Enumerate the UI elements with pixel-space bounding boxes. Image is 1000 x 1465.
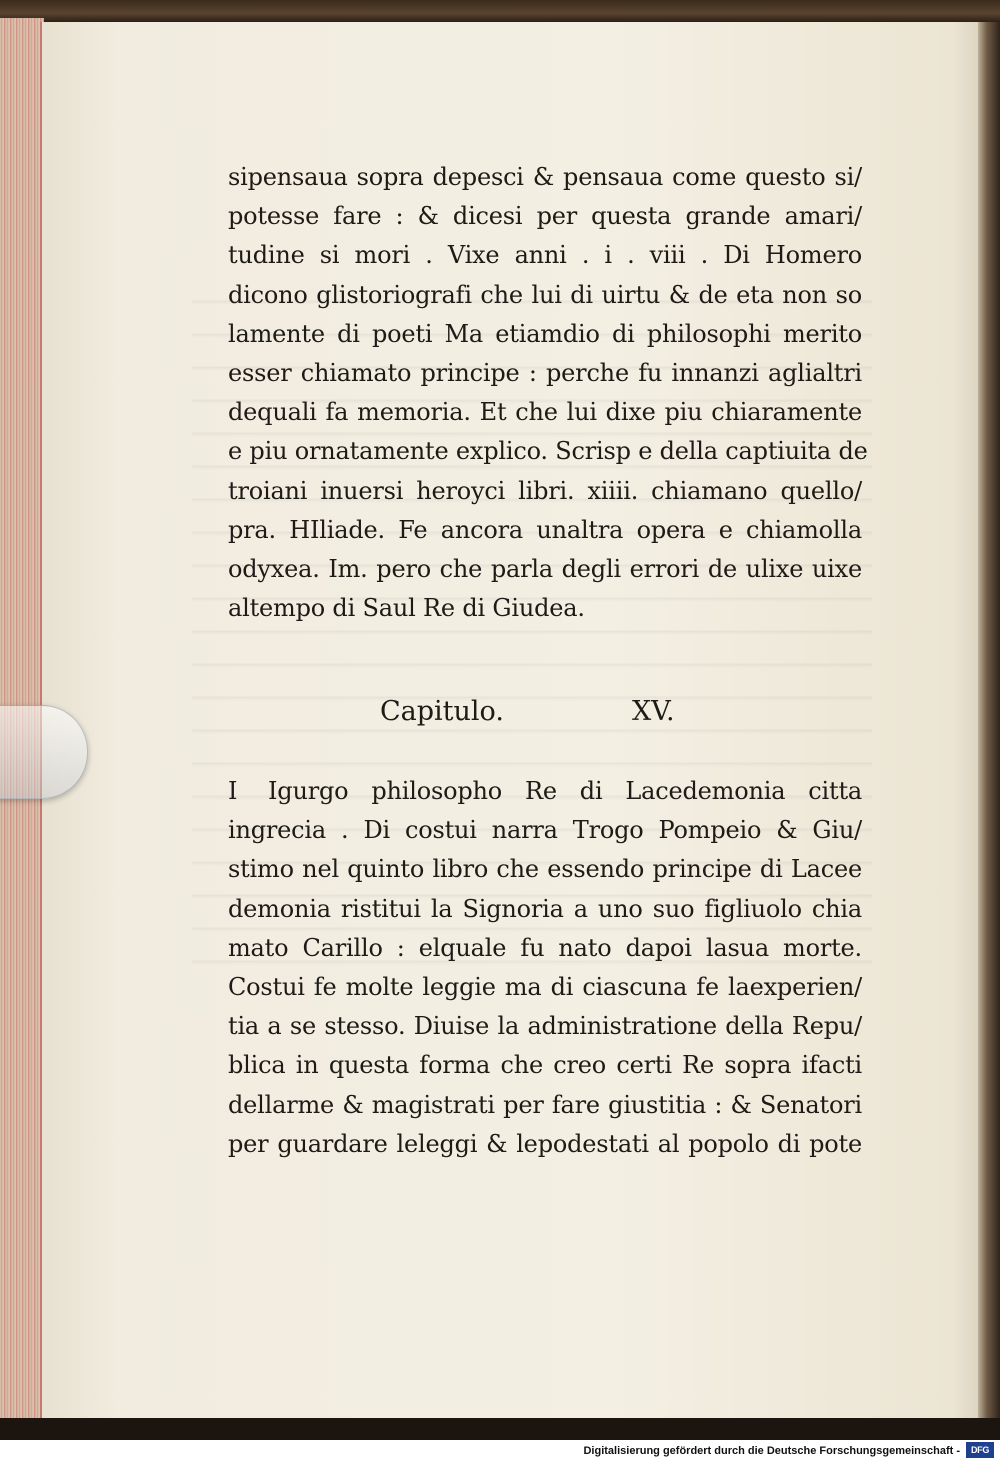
book-binding-top [0,0,1000,22]
text-line: altempo di Saul Re di Giudea. [228,594,585,623]
text-line: sipensaua sopra depesci & pensaua come questo si/ [228,163,862,191]
digitization-credit: Digitalisierung gefördert durch die Deutsche Forschungsgemeinschaft - [583,1445,960,1457]
chapter-heading-number: XV. [632,696,675,727]
paragraph-2 [228,772,862,1164]
text-line: dicono glistoriografi che lui di uirtu & de eta non so [228,280,862,309]
text-line: stimo nel quinto libro che essendo principe di Lacee [228,855,862,884]
paragraph-1 [228,158,868,628]
text-line: Costui fe molte leggie ma di ciascuna fe laexperien/ [228,972,862,1001]
text-line: dequali fa memoria. Et che lui dixe piu chiaramente [228,398,862,427]
chapter-heading-word: Capitulo. [380,696,504,727]
text-line: blica in questa forma che creo certi Re sopra ifacti [228,1051,862,1080]
first-line-text: Igurgo philosopho Re di Lacedemonia citta [268,777,862,805]
dfg-logo: DFG [966,1442,994,1458]
chapter-heading [380,690,710,734]
text-line: esser chiamato principe : perche fu innanzi aglialtri [228,358,862,387]
text-line: e piu ornatamente explico. Scrisp e della captiuita de [228,437,868,466]
plastic-page-clip [0,705,88,799]
text-line: potesse fare : & dicesi per questa grande amari/ [228,202,862,231]
text-line: lamente di poeti Ma etiamdio di philosophi merito [228,319,862,348]
page-gutter-shadow [978,22,1000,1420]
initial-letter: I [228,777,238,805]
text-line-first [228,772,862,811]
text-line: tudine si mori . Vixe anni . i . viii . Di Homero [228,241,862,270]
text-line: demonia ristitui la Signoria a uno suo figliuolo chia [228,894,862,923]
text-line: ingrecia . Di costui narra Trogo Pompeio & Giu/ [228,816,862,845]
book-binding-bottom [0,1418,1000,1440]
text-line: tia a se stesso. Diuise la administratione della Repu/ [228,1012,862,1041]
text-line: pra. HIliade. Fe ancora unaltra opera e chiamolla [228,515,862,544]
text-line: per guardare leleggi & lepodestati al popolo di pote [228,1129,862,1158]
text-line: dellarme & magistrati per fare giustitia : & Senatori [228,1090,862,1119]
text-line: troiani inuersi heroyci libri. xiiii. chiamano quello/ [228,476,862,505]
text-line: mato Carillo : elquale fu nato dapoi lasua morte. [228,933,862,962]
text-line: odyxea. Im. pero che parla degli errori de ulixe uixe [228,554,862,583]
